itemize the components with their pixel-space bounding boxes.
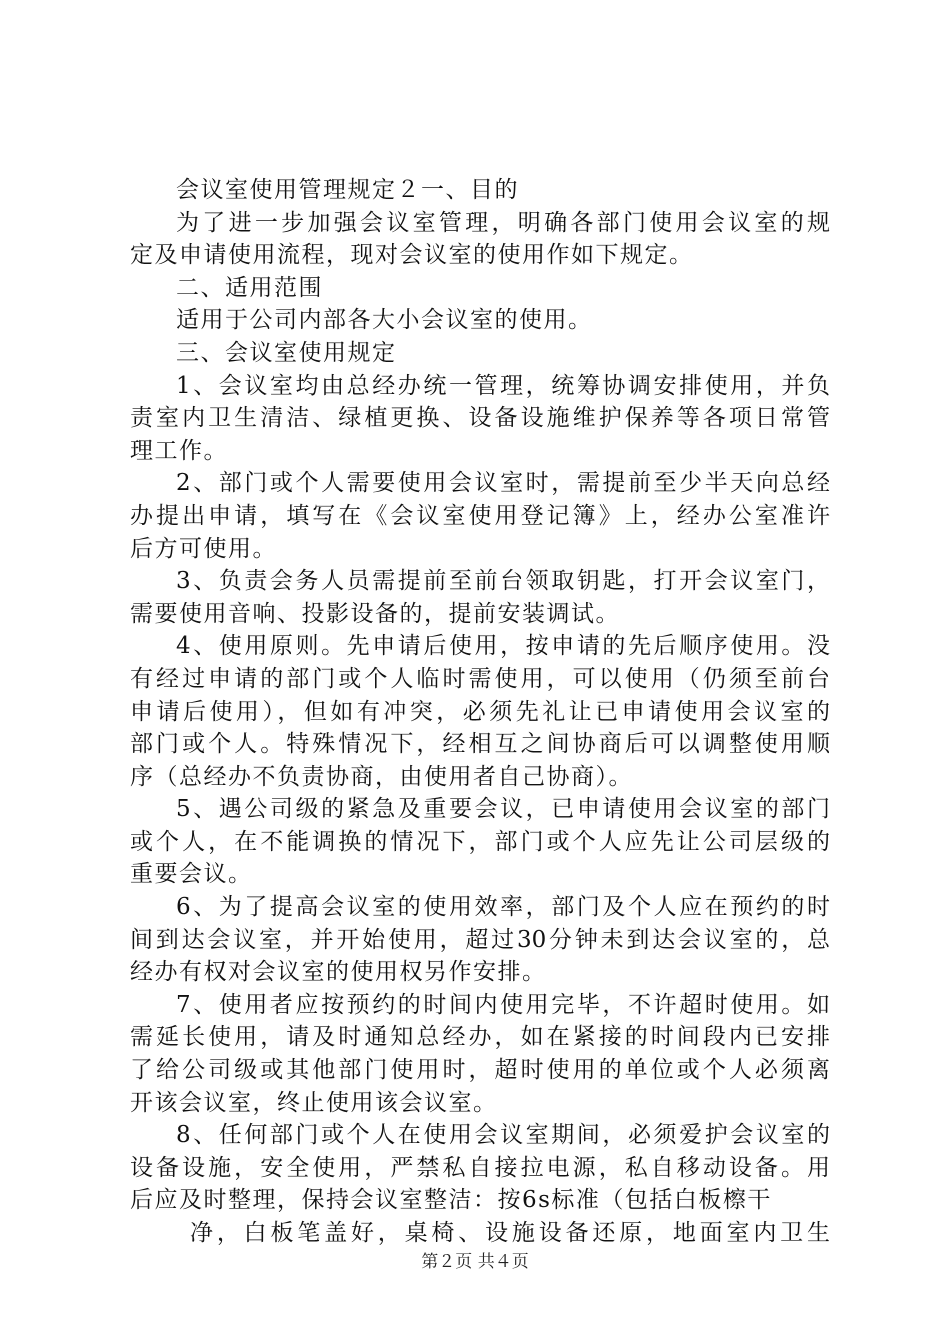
- page-number-footer: 第２页 共４页: [421, 1252, 529, 1272]
- paragraph-line: 5、遇公司级的紧急及重要会议，已申请使用会议室的部门: [176, 796, 830, 823]
- paragraph-line: 部门或个人。特殊情况下，经相互之间协商后可以调整使用顺: [130, 731, 830, 758]
- paragraph-line: 重要会议。: [130, 861, 253, 888]
- paragraph-line: 为了进一步加强会议室管理，明确各部门使用会议室的规: [176, 209, 830, 236]
- paragraph-line: 设备设施，安全使用，严禁私自接拉电源，私自移动设备。用: [130, 1154, 830, 1181]
- paragraph-line: 7、使用者应按预约的时间内使用完毕，不许超时使用。如: [176, 991, 830, 1018]
- paragraph-line: 6、为了提高会议室的使用效率，部门及个人应在预约的时: [176, 894, 830, 921]
- paragraph-line: 适用于公司内部各大小会议室的使用。: [176, 307, 593, 334]
- paragraph-line: 间到达会议室，并开始使用，超过30分钟未到达会议室的，总: [130, 926, 830, 953]
- paragraph-line: 后方可使用。: [130, 535, 277, 562]
- paragraph-line: 开该会议室，终止使用该会议室。: [130, 1089, 498, 1116]
- paragraph-line: 序（总经办不负责协商，由使用者自己协商）。: [130, 763, 633, 790]
- paragraph-line: 经办有权对会议室的使用权另作安排。: [130, 959, 547, 986]
- paragraph-line: 申请后使用），但如有冲突，必须先礼让已申请使用会议室的: [130, 698, 830, 725]
- paragraph-line: 3、负责会务人员需提前至前台领取钥匙，打开会议室门，: [176, 568, 830, 595]
- paragraph-line: 有经过申请的部门或个人临时需使用，可以使用（仍须至前台: [130, 665, 830, 692]
- paragraph-line: 定及申请使用流程，现对会议室的使用作如下规定。: [130, 242, 694, 269]
- section-heading: 三、会议室使用规定: [176, 339, 397, 366]
- paragraph-line: 或个人，在不能调换的情况下，部门或个人应先让公司层级的: [130, 828, 830, 855]
- paragraph-line: 4、使用原则。先申请后使用，按申请的先后顺序使用。没: [176, 633, 830, 660]
- document-body: [130, 174, 830, 1250]
- paragraph-line: 理工作。: [130, 437, 228, 464]
- paragraph-line: 8、任何部门或个人在使用会议室期间，必须爱护会议室的: [176, 1122, 830, 1149]
- paragraph-line: 需要使用音响、投影设备的，提前安装调试。: [130, 600, 620, 627]
- paragraph-line: 责室内卫生清洁、绿植更换、设备设施维护保养等各项日常管: [130, 405, 830, 432]
- paragraph-line: 了给公司级或其他部门使用时，超时使用的单位或个人必须离: [130, 1057, 830, 1084]
- paragraph-line: 1、会议室均由总经办统一管理，统筹协调安排使用，并负: [176, 372, 830, 399]
- heading-line: 会议室使用管理规定２一、目的: [176, 177, 519, 203]
- paragraph-line: 办提出申请，填写在《会议室使用登记簿》上，经办公室准许: [130, 502, 830, 529]
- section-heading: 二、适用范围: [176, 274, 323, 301]
- paragraph-line: 后应及时整理，保持会议室整洁：按6s标准（包括白板檫干: [130, 1187, 772, 1214]
- paragraph-line: 需延长使用，请及时通知总经办，如在紧接的时间段内已安排: [130, 1024, 830, 1051]
- paragraph-line: 净，白板笔盖好，桌椅、设施设备还原，地面室内卫生: [190, 1220, 830, 1246]
- paragraph-line: 2、部门或个人需要使用会议室时，需提前至少半天向总经: [176, 470, 830, 497]
